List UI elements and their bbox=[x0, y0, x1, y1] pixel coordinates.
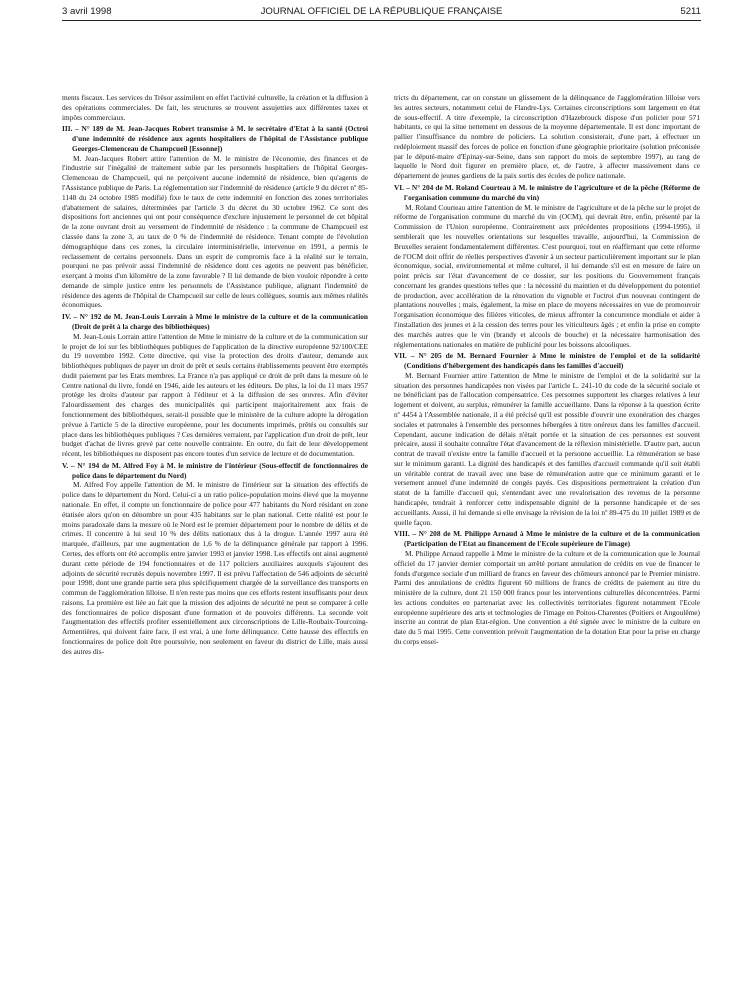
question-body-194: M. Alfred Foy appelle l'attention de M. le ministre de l'intérieur sur la situation des effectifs de police dans le département du Nord. Celui-ci a un ratio police-population moins élevé que la moyenne nationale. En effet, il compte un fonctionnaire de police pour 477 habitants du Nord résidant en zone étatisée alors qu'on en dénombre un pour 435 habitants sur le plan national. Cette réalité est pour le moins paradoxale dans la mesure où le Nord est le premier département pour le nombre de délits et de crimes. Il concentre à lui seul 10 % des délits nationaux dus à la drogue. L'année 1997 aura été marquée, d'ailleurs, par une augmentation de 1,6 % de la délinquance générale par rapport à 1996. Certes, des efforts ont été accomplis entre janvier 1993 et janvier 1998. Les effectifs ont ainsi augmenté durant cette période de 194 fonctionnaires et de 117 policiers auxiliaires auxquels s'ajoutent des adjoints de sécurité recrutés depuis novembre 1997. Il est prévu l'affectation de 546 adjoints de sécurité pour 1998, dont une grande partie sera plus spécifiquement chargée de la surveillance des transports en commun de l'agglomération lilloise. Il n'en reste pas moins que ces efforts restent insuffisants pour deux raisons. La première est liée au fait que la mission des adjoints de sécurité ne peut se comparer à celle des fonctionnaires de police disposant d'une formation et de pouvoirs différents. La seconde voit l'augmentation des effectifs profiter essentiellement aux circonscriptions de Lille-Roubaix-Tourcoing-Armentières, qui doivent faire face, il est vrai, à une forte délinquance. Cette hausse des effectifs en fonctionnaires de police doit être poursuivie, non seulement en faveur du district de Lille, mais aussi des autres dis- bbox=[62, 480, 368, 656]
question-heading-194: V. – N° 194 de M. Alfred Foy à M. le ministre de l'intérieur (Sous-effectif de fonctionnaires de police dans le département du Nord) bbox=[62, 460, 368, 480]
question-heading-205: VII. – N° 205 de M. Bernard Fournier à Mme le ministre de l'emploi et de la solidarité (Conditions d'hébergement des handicapés dans les familles d'accueil) bbox=[394, 351, 700, 371]
page-header bbox=[62, 4, 701, 20]
question-heading-192: IV. – N° 192 de M. Jean-Louis Lorrain à Mme le ministre de la culture et de la communication (Droit de prêt à la charge des bibliothèques) bbox=[62, 312, 368, 331]
question-body-205: M. Bernard Fournier attire l'attention de Mme le ministre de l'emploi et de la solidarité sur la situation des personnes handicapées non visées par l'article L. 241-10 du code de la sécurité sociale et ne bénéficiant pas de l'allocation compensatrice. Ces personnes supportent les charges relatives à leur logement et doivent, au surplus, rémunérer la famille accueillante. Dans la réponse à la question écrite nº 4454 à l'Assemblée nationale, il a été précisé qu'il est possible d'ouvrir une exonération des charges sociales et patronales à l'ensemble des personnes hébergées à titre onéreux dans les familles d'accueil. Cependant, aucune indication de délais n'était portée et la situation de ces personnes est souvent précaire, aussi il souhaite connaître l'état d'avancement de la réflexion ministérielle. D'autre part, aucun contrat de travail n'existe entre la famille d'accueil et la personne accueillie. La rémunération se base sur le minimum garanti. La dignité des handicapés et des familles d'accueil commande qu'il soit établi un véritable contrat de travail avec une base de rémunération autre que ce minimum garanti et le versement annuel d'une indemnité de congés payés. Ces dispositions permettraient la création d'un statut de la famille d'accueil qui, s'entendant avec une revalorisation des revenus de la personne handicapée, tendrait à renforcer cette indispensable dignité de la personne handicapée et de ses accueillants. Aussi, il lui demande si elle envisage la révision de la loi nº 89-475 du 10 juillet 1989 et de quelle façon. bbox=[394, 370, 700, 527]
question-body-204: M. Roland Courteau attire l'attention de M. le ministre de l'agriculture et de la pêche sur le projet de réforme de l'organisation commune du marché du vin (OCM), qui devrait être, enfin, présenté par la Commission de l'Union européenne. Contrairement aux précédentes propositions (1994-1995), il semblerait que les nouvelles orientations sur lesquelles travaille, aujourd'hui, la Commission de Bruxelles seraient fondamentalement différentes. C'est pourquoi, tout en réaffirmant que cette réforme de l'OCM doit offrir de réelles perspectives d'avenir à un secteur particulièrement important sur le plan économique, social, environnemental et même culturel, il lui demande s'il est en mesure de faire un point précis sur l'état d'avancement de ce dossier, sur les positions du Gouvernement français concernant les grandes questions telles que : la nécessité du maintien et du développement du potentiel de production, avec accélération de la rénovation du vignoble et l'octroi d'un nouveau contingent de plantations nouvelles ; mais, également, la mise en place de moyens nécessaires en vue de promouvoir l'organisation économique des filières viticoles, de mieux affronter la concurrence mondiale et aider à l'installation des jeunes et à la cession des terres pour les viticulteurs âgés ; et enfin la prise en compte des marchés autres que le vin (brandy et alcools de bouche) et la nécessaire harmonisation des réglementations nationales en matière de publicité pour les boissons alcooliques. bbox=[394, 202, 700, 349]
header-rule bbox=[62, 20, 701, 21]
continued-paragraph: tricts du département, car on constate un glissement de la délinquance de l'agglomération lilloise vers les autres secteurs, notamment celui de Flandre-Lys. Certaines circonscriptions sont largement en état de sous-effectif. A titre d'exemple, la circonscription d'Hazebrouck dispose d'un policier pour 571 habitants, ce qui la situe nettement en dessous de la moyenne départementale. Il est donc important de pallier l'insuffisance du nombre de policiers. La solution consisterait, d'une part, à effectuer un redéploiement massif des forces de police en fonction d'une géographie prioritaire (solution préconisée par le député-maire d'Epinay-sur-Seine, dans son rapport du mois de septembre 1997), au rang de laquelle le Nord doit figurer en première place, et, de l'autre, à affecter massivement dans ce département de jeunes gardiens de la paix sortis des écoles de police nationale. bbox=[394, 93, 700, 181]
page-number: 5211 bbox=[680, 6, 701, 17]
question-body-189: M. Jean-Jacques Robert attire l'attention de M. le ministre de l'économie, des finances et de l'industrie sur l'inégalité de traitement subie par les personnels hospitaliers de l'hôpital Georges-Clemenceau de Champcueil, qui ne perçoivent aucune indemnité de résidence, bien qu'agents de l'Assistance publique de Paris. La réglementation sur l'indemnité de résidence (article 9 du décret nº 85-1148 du 24 octobre 1985 modifié) fixe le taux de cette indemnité en fonction des zones territoriales d'abattement de salaires, déterminées par l'article 3 du décret du 30 octobre 1962. Ce sont des dispositions fort anciennes qui ont pour conséquence d'exclure injustement le personnel de cet hôpital de la zone ouvrant droit au versement de l'indemnité de résidence : la commune de Champcueil est classée dans la zone 3, au taux de 0 % de l'indemnité de résidence. Tenant compte de l'évolution démographique dans ces zones, la circulaire interministérielle, intervenue en 1991, a permis le reclassement de certains personnels. Dans un esprit de compromis face à la réalité sur le terrain, pourquoi ne pas prévoir aussi l'indemnité de résidence dont ces agents ne peuvent pas bénéficier, exerçant à moins d'un kilomètre de la zone favorable ? Il lui demande de bien vouloir répondre à cette demande de simple justice entre les personnels de l'Assistance publique, alignant l'indemnité de résidence des agents de l'hôpital de Champcueil sur celle de leurs collègues, soumis aux mêmes réalités économiques. bbox=[62, 153, 368, 310]
left-column bbox=[62, 93, 368, 657]
question-heading-208: VIII. – N° 208 de M. Philippe Arnaud à Mme le ministre de la culture et de la communication (Participation de l'Etat au financement de l'Ecole supérieure de l'image) bbox=[394, 529, 700, 549]
continued-paragraph: ments fiscaux. Les services du Trésor assimilent en effet l'activité culturelle, la création et la diffusion à des opérations commerciales. De fait, les structures se trouvent assujetties aux différentes taxes et impôts commerciaux. bbox=[62, 93, 368, 122]
question-body-192: M. Jean-Louis Lorrain attire l'attention de Mme le ministre de la culture et de la communication sur le projet de loi sur les bibliothèques publiques de l'application de la directive européenne 92/100/CEE du 19 novembre 1992. Cette directive, qui vise la protection des droits d'auteur, demande aux bibliothèques publiques de payer un droit de prêt et seuls certains établissements peuvent être exemptés dudit paiement par les Etats membres. La France n'a pas appliqué ce droit de prêt dans la mesure où le Centre national du livre, fondé en 1946, aide les auteurs et les éditeurs. De plus, la loi du 11 mars 1957 protège les droits d'auteur par rapport à l'éditeur et à la diffusion de ses œuvres. Afin d'éviter l'alourdissement des charges des municipalités qui participent majoritairement aux frais de fonctionnement des bibliothèques, serait-il possible que le ministère de la culture adopte la dérogation prévue à l'article 5 de la directive européenne, pour les documents imprimés, prêtés ou consultés sur place dans les bibliothèques publiques ? Ces dernières verraient, par l'application d'un droit de prêt, leur budget d'achat de livres grevé par cette nouvelle contrainte. En outre, du fait de leur développement récent, les bibliothèques ne disposent pas encore toutes d'un service de lecture et de documentation. bbox=[62, 331, 368, 459]
question-heading-189: III. – N° 189 de M. Jean-Jacques Robert transmise à M. le secrétaire d'Etat à la santé (Octroi d'une indemnité de résidence aux agents hospitaliers de l'hôpital de l'Assistance publique Georges-Clemenceau de Champcueil [Essonne]) bbox=[62, 124, 368, 153]
journal-title: JOURNAL OFFICIEL DE LA RÉPUBLIQUE FRANÇAISE bbox=[260, 6, 503, 17]
question-heading-204: VI. – N° 204 de M. Roland Courteau à M. le ministre de l'agriculture et de la pêche (Réforme de l'organisation commune du marché du vin) bbox=[394, 183, 700, 202]
issue-date: 3 avril 1998 bbox=[62, 6, 112, 17]
question-body-208: M. Philippe Arnaud rappelle à Mme le ministre de la culture et de la communication que le Journal officiel du 17 janvier dernier comportait un arrêté portant annulation de crédits en vue de financer le fonds d'urgence sociale d'un milliard de francs en faveur des chômeurs annoncé par le Premier ministre. Parmi des annulations de crédits figurent 60 millions de francs de crédits de paiement au titre du ministère de la culture, dont 21 150 000 francs pour les interventions culturelles déconcentrées. Parmi les actions conduites en partenariat avec les collectivités territoriales figurent notamment l'Ecole européenne supérieure des arts et technologies de l'image en Poitou-Charentes (Poitiers et Angoulême) inscrite au contrat de plan Etat-région. Une convention a été signée avec le ministre de la culture en date du 5 mai 1995. Cette convention prévoit l'augmentation de la dotation Etat pour la prise en charge du corps ensei- bbox=[394, 548, 700, 646]
right-column bbox=[394, 93, 700, 647]
